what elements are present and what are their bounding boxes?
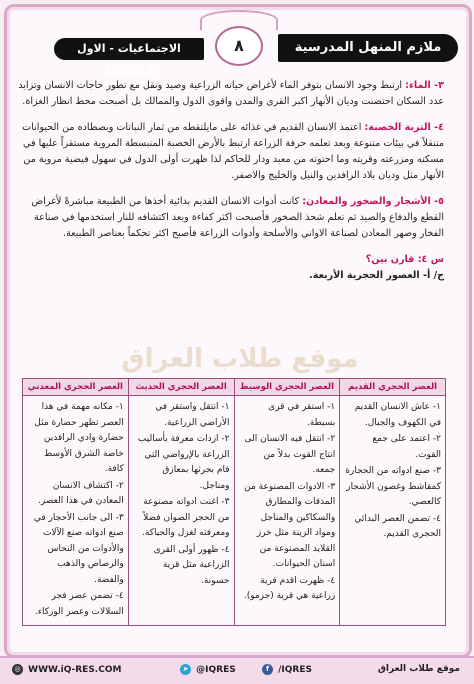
column-header: العصر الحجري الوسيط: [234, 379, 340, 396]
cell-item: ١- مكانه مهمة في هذا العصر تظهر حضارة مثل حضارة وادي الرافدين خاصة الشرق الأوسط كافة.: [34, 402, 124, 474]
paragraph-text: كانت أدوات الانسان القديم بدائية أخذها من الطبيعة مباشرةً لأغراض القطع والدفاع والصيد ثم تعلم شحذ الصخور فأصبحت اكثر كفاءة وبعد اكتشافه للنار استخدمها في صناعة الفخار وصهر المعادن لصناعة الاواني والأسلحة وأدوات الزراعة فأصبح اكثر تحكماً بعناصر الطبيعة.: [31, 196, 444, 239]
page-header: [10, 10, 464, 77]
paragraph-label: ٥- الأشجار والصخور والمعادن:: [302, 196, 444, 207]
paragraph-text: اعتمد الانسان القديم في غذائه على مايلتقطه من ثمار النباتات وبصطاده من الحيوانات متنقلاً في بيئات متنوعة وبعد تعلمه حرفة الزراعة ارتبط بالأرض الخصبة المنبسطة المروية مستقراً عليها في مسكنه ومزرعته وقريته وما احتوته من معبد ودار للحاكم لذا ظهرت أولى الدول في سهول فيضية مروية من الأنهار مثل وديان بلاد الرافدين والنيل والخليج والاصفر.: [22, 122, 444, 181]
telegram-handle[interactable]: @IQRES: [196, 665, 236, 675]
footer-facebook[interactable]: [262, 664, 312, 675]
cell-item: ٤- تضمن عصر فجر السلالات وعصر الوركاء.: [34, 591, 124, 617]
column-header: العصر الحجري الحديث: [128, 379, 234, 396]
facebook-icon: f: [262, 664, 273, 675]
column-header: العصر الحجري المعدني: [23, 379, 129, 396]
paragraph-label: ٣- الماء:: [405, 80, 444, 91]
table-cell-paleolithic: [340, 396, 446, 626]
cell-item: ١- انتقل واستقر في الأراضي الزراعية.: [155, 402, 230, 428]
subject-title: الاجتماعيات - الاول المتوسط: [54, 38, 204, 60]
paragraph-label: ٤- التربة الخصبة:: [364, 122, 444, 133]
question-heading: س ٤: قارن بين؟: [365, 254, 444, 265]
cell-item: ٤- ظهرت اقدم قرية زراعية هي قرية (جرمو).: [243, 575, 336, 601]
answer-heading: ج/ أ- العصور الحجرية الأربعة.: [309, 270, 444, 281]
cell-item: ٢- ازدات معرفة بأساليب الزراعة بالإرواضي التي قام بحرثها بمعازق ومناجل.: [137, 434, 230, 491]
footer-website[interactable]: [12, 664, 121, 675]
cell-item: ٣- اغنت ادواته مصنوعة من الحجر الصوان فضلاً ومعرفته لغزل والحياكة.: [142, 497, 230, 538]
footer-telegram[interactable]: [180, 664, 236, 675]
watermark: موقع طلاب العراق: [121, 344, 359, 374]
cell-item: ٢- اكتشاف الانسان المعادن في هذا العصر.: [38, 480, 124, 506]
cell-item: ٣- الادوات المصنوعة من المدقات والمطارق والسكاكين والمناجل ومواد الزينة مثل خرز القلايد المصنوعة من اسنان الحيوانات.: [244, 481, 336, 569]
paragraph-text: ارتبط وجود الانسان بتوفر الماء لأغراض حياته الزراعية وصيد ونقل مع تطور حاجات الانسان وتزايد عدد السكان احتضنت وديان الأنهار اكبر القرى والمدن واقوى الدول والممالك بل أصبحت محط انظار الغزاة.: [18, 80, 444, 107]
paragraph-trees-rocks: [14, 194, 444, 242]
website-link[interactable]: WWW.iQ-RES.COM: [28, 665, 122, 675]
cell-item: ٤- تضمن العصر البدائي الحجري القديم.: [354, 513, 441, 539]
paragraph-soil: [14, 120, 444, 184]
globe-icon: ◎: [12, 664, 23, 675]
cell-item: ٢- اعتمد على جمع القوت.: [372, 434, 441, 460]
paragraph-water: [14, 78, 444, 110]
cell-item: ١- استقر في قرى بسيطة.: [268, 402, 336, 428]
cell-item: ٢- انتقل فيه الانسان الى انتاج القوت بدلاً من جمعه.: [244, 434, 336, 475]
cell-item: ٤- ظهور أولى القرى الزراعية مثل قرية حسونة.: [153, 544, 230, 586]
comparison-table: [22, 378, 446, 626]
cell-item: ٣- الى جانب الأحجار في صنع ادواته صنع الآلات والأدوات من النحاس والرصاص والذهب والفضة.: [33, 512, 124, 585]
main-content: [14, 78, 444, 288]
series-title: ملازم المنهل المدرسية: [278, 34, 458, 62]
table-cell-mesolithic: [234, 396, 340, 626]
table-row: [23, 396, 446, 626]
cell-item: ٣- صنع ادواته من الحجارة كمقاشط وغصون الأشجار كالعصي.: [345, 466, 441, 507]
telegram-icon: ➤: [180, 664, 191, 675]
page-footer: [0, 656, 474, 684]
table-header-row: [23, 379, 446, 396]
table-cell-neolithic: [128, 396, 234, 626]
page-number: ٨: [215, 26, 263, 66]
cell-item: ١- عاش الانسان القديم في الكهوف والجبال.: [354, 402, 441, 428]
table-cell-chalcolithic: [23, 396, 129, 626]
facebook-handle[interactable]: /IQRES: [278, 665, 312, 675]
column-header: العصر الحجري القديم: [340, 379, 446, 396]
footer-site-name: موقع طلاب العراق: [377, 664, 460, 674]
